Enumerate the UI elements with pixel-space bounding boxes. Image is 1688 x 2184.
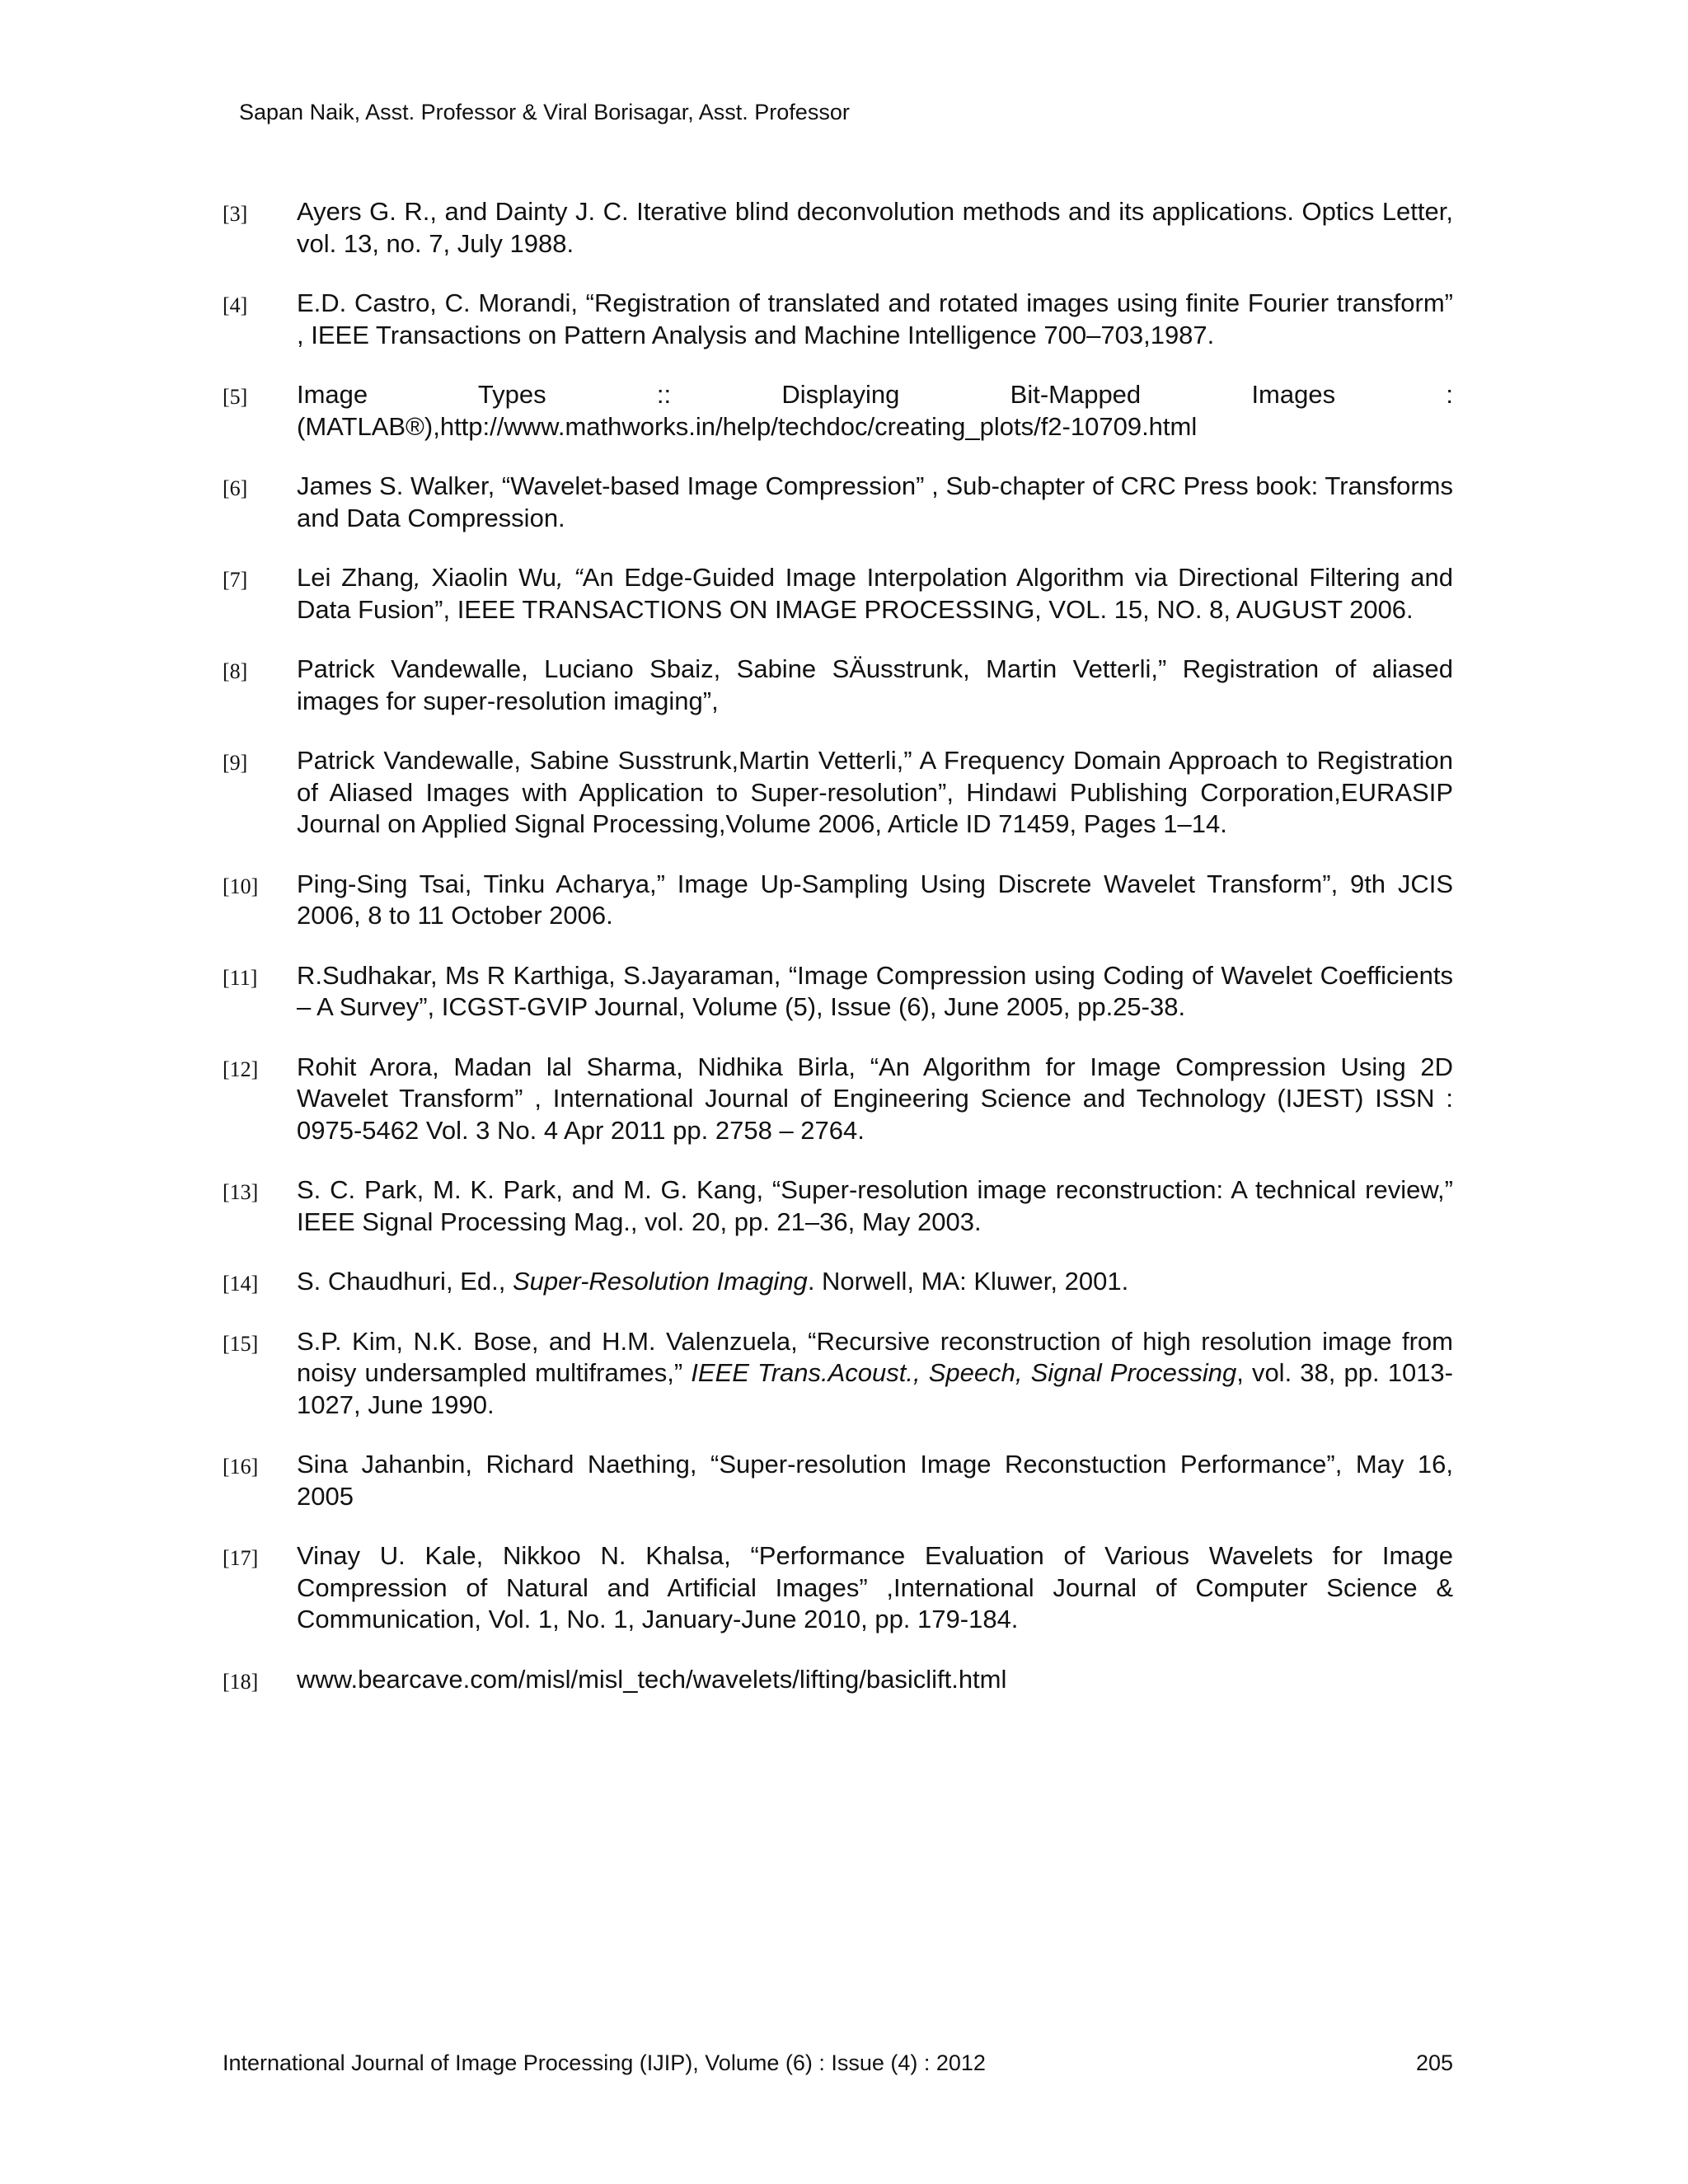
reference-number: [8] xyxy=(223,659,248,683)
reference-item xyxy=(223,196,1453,260)
reference-text-segment: Ping-Sing Tsai, Tinku Acharya,” Image Up-Sampling Using Discrete Wavelet Transform”, 9th JCIS 2006, 8 to 11 October 2006. xyxy=(297,869,1453,930)
reference-number: [5] xyxy=(223,385,248,409)
reference-text xyxy=(297,745,1453,841)
reference-text xyxy=(297,960,1453,1024)
reference-text xyxy=(297,1174,1453,1238)
reference-number: [7] xyxy=(223,568,248,592)
reference-item xyxy=(223,1449,1453,1512)
reference-item xyxy=(223,562,1453,626)
reference-item xyxy=(223,1326,1453,1422)
reference-item xyxy=(223,654,1453,717)
reference-text xyxy=(297,562,1453,626)
reference-text-segment: R.Sudhakar, Ms R Karthiga, S.Jayaraman, “Image Compression using Coding of Wavelet Coefficients – A Survey”, ICGST-GVIP Journal, Volume (5), Issue (6), June 2005, pp.25-38. xyxy=(297,960,1453,1021)
reference-text-segment: S.P. Kim, N.K. Bose, and H.M. Valenzuela, “Recursive reconstruction of high resolution image from noisy undersampled multiframes,” xyxy=(297,1326,1453,1387)
reference-number: [10] xyxy=(223,874,259,898)
reference-text xyxy=(297,196,1453,260)
reference-item xyxy=(223,288,1453,351)
reference-text xyxy=(297,1540,1453,1636)
reference-item xyxy=(223,1052,1453,1147)
reference-text-segment: (MATLAB®),http://www.mathworks.in/help/techdoc/creating_plots/f2-10709.html xyxy=(297,411,1198,441)
reference-text-segment: Xiaolin Wu xyxy=(431,563,557,592)
reference-text-segment: Patrick Vandewalle, Sabine Susstrunk,Martin Vetterli,” A Frequency Domain Approach to Registration of Aliased Images with Application to Super-resolution”, Hindawi Publishing Corporation,EURASIP Journal on Applied Signal Processing,Volume 2006, Article ID 71459, Pages 1–14. xyxy=(297,746,1453,838)
reference-number: [18] xyxy=(223,1669,259,1694)
reference-number: [14] xyxy=(223,1272,259,1296)
footer-journal-citation: International Journal of Image Processing (IJIP), Volume (6) : Issue (4) : 2012 xyxy=(223,2050,986,2075)
reference-text-segment: Rohit Arora, Madan lal Sharma, Nidhika Birla, “An Algorithm for Image Compression Using 2D Wavelet Transform” , International Journal of Engineering Science and Technology (IJEST) ISSN : 0975-5462 Vol. 3 No. 4 Apr 2011 pp. 2758 – 2764. xyxy=(297,1052,1453,1145)
reference-text-segment: Image Types :: Displaying Bit-Mapped Images : xyxy=(297,380,1453,409)
reference-text xyxy=(297,471,1453,534)
reference-text-segment: Sina Jahanbin, Richard Naething, “Super-resolution Image Reconstuction Performance”, May 16, 2005 xyxy=(297,1450,1453,1511)
reference-text xyxy=(297,654,1453,717)
reference-text xyxy=(297,869,1453,932)
reference-text-segment: , vol. 38, pp. 1013-1027, June 1990. xyxy=(297,1358,1453,1419)
reference-number: [15] xyxy=(223,1331,259,1356)
reference-text-segment: S. Chaudhuri, Ed., xyxy=(297,1267,513,1296)
reference-item xyxy=(223,471,1453,534)
reference-item xyxy=(223,379,1453,443)
reference-item xyxy=(223,1664,1453,1696)
reference-list xyxy=(223,196,1453,1723)
reference-item xyxy=(223,960,1453,1024)
reference-text-segment: Patrick Vandewalle, Luciano Sbaiz, Sabine SÄusstrunk, Martin Vetterli,” Registration of aliased images for super-resolution imaging”, xyxy=(297,654,1453,715)
reference-number: [12] xyxy=(223,1057,259,1081)
reference-text xyxy=(297,1326,1453,1422)
reference-text-segment: E.D. Castro, C. Morandi, “Registration of translated and rotated images using finite Fourier transform” , IEEE Transactions on Pattern Analysis and Machine Intelligence 700–703,1987. xyxy=(297,288,1453,349)
reference-text-segment: Vinay U. Kale, Nikkoo N. Khalsa, “Performance Evaluation of Various Wavelets for Image Compression of Natural and Artificial Images” ,International Journal of Computer Science & Communication, Vol. 1, No. 1, January-June 2010, pp. 179-184. xyxy=(297,1541,1453,1633)
reference-number: [4] xyxy=(223,293,248,317)
reference-item xyxy=(223,1174,1453,1238)
reference-item xyxy=(223,745,1453,841)
reference-text-segment: . Norwell, MA: Kluwer, 2001. xyxy=(807,1267,1129,1296)
reference-number: [13] xyxy=(223,1180,259,1204)
reference-text-italic: Super-Resolution Imaging xyxy=(512,1267,808,1296)
reference-text xyxy=(297,1449,1453,1512)
reference-number: [6] xyxy=(223,476,248,500)
reference-text xyxy=(297,379,1453,443)
reference-item xyxy=(223,1540,1453,1636)
reference-text-segment: www.bearcave.com/misl/misl_tech/wavelets/lifting/basiclift.html xyxy=(297,1664,1007,1694)
reference-text-italic: , xyxy=(413,563,432,592)
reference-text xyxy=(297,1266,1453,1298)
reference-text-segment: Lei Zhang xyxy=(297,563,414,592)
reference-text-segment: Ayers G. R., and Dainty J. C. Iterative blind deconvolution methods and its applications. Optics Letter, vol. 13, no. 7, July 1988. xyxy=(297,197,1453,258)
reference-number: [17] xyxy=(223,1546,259,1570)
reference-text xyxy=(297,1052,1453,1147)
reference-text-segment: An Edge-Guided Image Interpolation Algorithm via Directional Filtering and Data Fusion”, IEEE TRANSACTIONS ON IMAGE PROCESSING, VOL. 15, NO. 8, AUGUST 2006. xyxy=(297,563,1453,624)
reference-text xyxy=(297,1664,1453,1696)
reference-item xyxy=(223,1266,1453,1298)
reference-text xyxy=(297,288,1453,351)
reference-text-segment: S. C. Park, M. K. Park, and M. G. Kang, “Super-resolution image reconstruction: A technical review,” IEEE Signal Processing Mag., vol. 20, pp. 21–36, May 2003. xyxy=(297,1175,1453,1236)
page-number: 205 xyxy=(1415,2050,1453,2075)
reference-item xyxy=(223,869,1453,932)
reference-number: [9] xyxy=(223,751,248,775)
reference-number: [11] xyxy=(223,965,258,990)
running-head: Sapan Naik, Asst. Professor & Viral Borisagar, Asst. Professor xyxy=(239,100,850,124)
reference-text-italic: , “ xyxy=(556,563,583,592)
reference-text-italic: IEEE Trans.Acoust., Speech, Signal Processing xyxy=(691,1358,1237,1387)
reference-text-segment: James S. Walker, “Wavelet-based Image Compression” , Sub-chapter of CRC Press book: Transforms and Data Compression. xyxy=(297,471,1453,532)
reference-number: [3] xyxy=(223,202,248,226)
reference-number: [16] xyxy=(223,1455,259,1479)
